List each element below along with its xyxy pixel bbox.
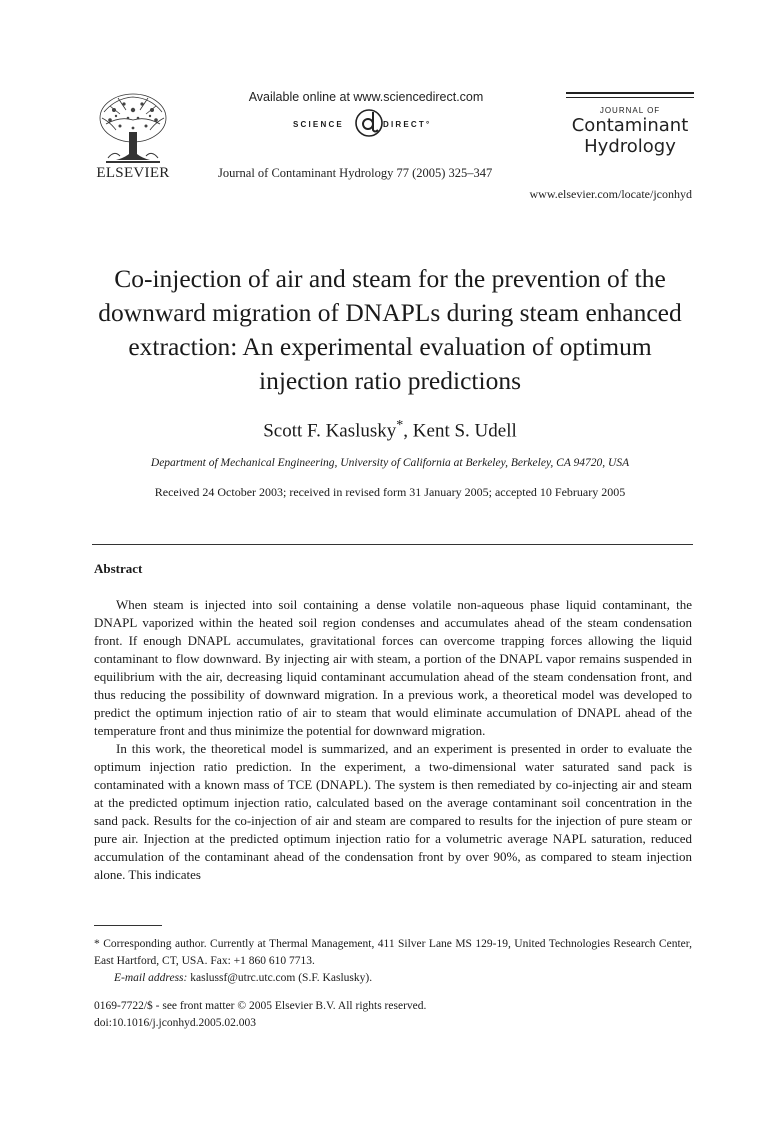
sciencedirect-at-icon [353, 106, 385, 138]
journal-logo [566, 92, 694, 157]
footnote-email-line [94, 970, 692, 987]
footnote-divider [94, 925, 162, 926]
journal-logo-rule [566, 97, 694, 98]
journal-logo-rule [566, 92, 694, 94]
email-link[interactable]: kaslussf@utrc.utc.com (S.F. Kaslusky). [190, 972, 373, 984]
available-online-text: Available online at www.sciencedirect.com [248, 90, 484, 104]
footnote-text: Corresponding author. Currently at Thermal Management, 411 Silver Lane MS 129-19, United Technologies Research Center, East Hartford, CT, USA. Fax: +1 860 610 7713. [94, 938, 692, 967]
abstract-heading: Abstract [94, 561, 143, 576]
article-history: Received 24 October 2003; received in revised form 31 January 2005; accepted 10 February 2005 [154, 485, 626, 499]
sd-science-word: SCIENCE [293, 120, 344, 129]
abstract-paragraph: In this work, the theoretical model is summarized, and an experiment is presented in order to evaluate the optimum injection ratio prediction. In the experiment, a two-dimensional water saturated sand pack is contaminated with a known mass of TCE (DNAPL). The system is then remediated by co-injecting air and steam at the predicted optimum injection ratio, calculated based on the average contaminant soil concentration in the sand pack. Results for the co-injection of air and steam are compared to results for the injection of pure steam or pure air. Injection at the predicted optimum injection ratio for a volumetric average NAPL saturation, reduced accumulation of the contaminant ahead of the condensation front by over 90%, as compared to steam injection alone. This indicates [94, 741, 692, 882]
doi-link[interactable]: doi:10.1016/j.jconhyd.2005.02.003 [94, 1017, 256, 1029]
issn-line: 0169-7722/$ - see front matter © 2005 Elsevier B.V. All rights reserved. [94, 1000, 427, 1012]
copyright-block [94, 998, 426, 1032]
footnote-text-line [94, 936, 692, 970]
footnote-mark: * [94, 938, 100, 950]
author-separator: , [403, 420, 413, 442]
corresponding-author-mark[interactable]: * [396, 418, 404, 433]
elsevier-tree-icon [96, 92, 170, 164]
publisher-name: ELSEVIER [96, 165, 170, 181]
journal-url-link[interactable]: www.elsevier.com/locate/jconhyd [529, 187, 692, 201]
author-list [88, 418, 692, 442]
journal-citation: Journal of Contaminant Hydrology 77 (2005) 325–347 [218, 166, 493, 180]
sd-direct-word: DIRECT° [383, 120, 432, 129]
journal-of-label: JOURNAL OF [599, 106, 661, 115]
sciencedirect-block [215, 90, 525, 140]
journal-name-line2: Hydrology [584, 136, 676, 157]
corresponding-author-footnote [94, 936, 692, 987]
author-name[interactable]: Scott F. Kaslusky [263, 420, 397, 442]
elsevier-logo [92, 92, 174, 182]
author-affiliation: Department of Mechanical Engineering, University of California at Berkeley, Berkeley, CA 94720, USA [150, 457, 630, 469]
sciencedirect-logo [215, 106, 525, 140]
journal-name-line1: Contaminant [571, 115, 689, 136]
divider [92, 544, 693, 545]
abstract-body [94, 596, 692, 884]
author-name[interactable]: Kent S. Udell [412, 420, 517, 442]
article-title: Co-injection of air and steam for the prevention of the downward migration of DNAPLs during steam enhanced extraction: An experimental evaluation of optimum injection ratio predictions [98, 264, 682, 395]
email-label: E-mail address: [114, 972, 188, 984]
abstract-paragraph: When steam is injected into soil containing a dense volatile non-aqueous phase liquid contaminant, the DNAPL vaporized within the heated soil region condenses and accumulates ahead of the steam condensation front. If enough DNAPL accumulates, gravitational forces can overcome trapping forces allowing the liquid contaminant to flow downward. By injecting air with steam, a portion of the DNAPL vapor remains suspended in equilibrium with the air, decreasing liquid contaminant accumulation ahead of the steam condensation front, and thus reducing the possibility of downward migration. In a previous work, a theoretical model was developed to predict the optimum injection ratio of air to steam that would eliminate accumulation of DNAPL ahead of the temperature front and thus minimize the potential for downward migration. [94, 597, 692, 738]
